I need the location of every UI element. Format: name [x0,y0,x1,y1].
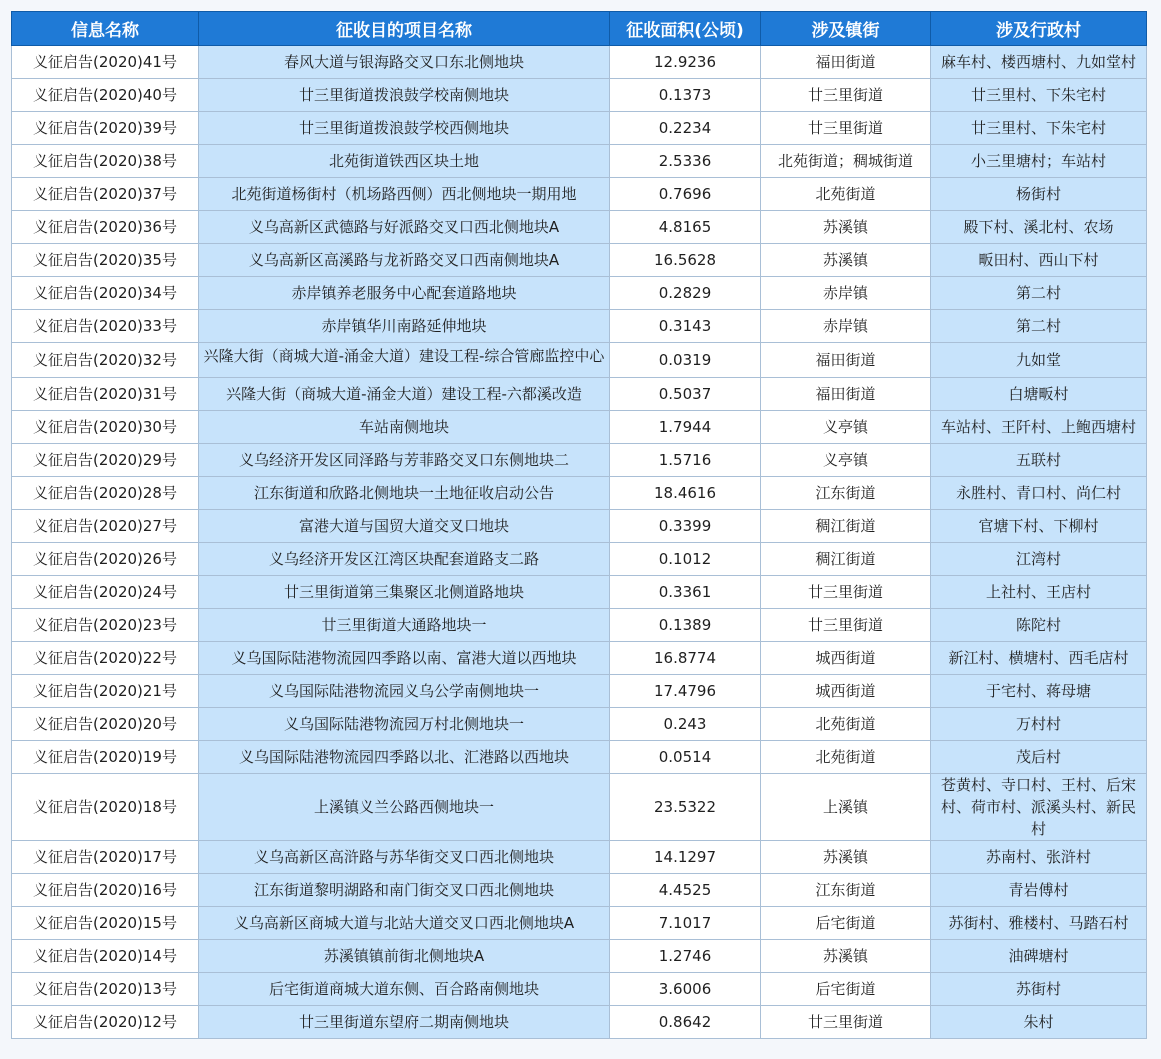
cell-project-name: 北苑街道杨街村（机场路西侧）西北侧地块一期用地 [199,178,610,211]
cell-info-name: 义征启告(2020)29号 [12,444,199,477]
cell-area: 16.8774 [610,642,761,675]
cell-project-name: 上溪镇义兰公路西侧地块一 [199,774,610,841]
cell-town: 稠江街道 [761,543,931,576]
cell-area: 14.1297 [610,841,761,874]
cell-town: 北苑街道 [761,741,931,774]
table-row [12,343,1147,378]
table-body [12,46,1147,1039]
cell-area: 16.5628 [610,244,761,277]
cell-info-name: 义征启告(2020)41号 [12,46,199,79]
cell-village: 陈陀村 [931,609,1147,642]
cell-project-name: 廿三里街道第三集聚区北侧道路地块 [199,576,610,609]
cell-project-name: 赤岸镇养老服务中心配套道路地块 [199,277,610,310]
cell-village: 青岩傅村 [931,874,1147,907]
table-row [12,178,1147,211]
cell-town: 廿三里街道 [761,1006,931,1039]
cell-project-name: 富港大道与国贸大道交叉口地块 [199,510,610,543]
cell-info-name: 义征启告(2020)19号 [12,741,199,774]
cell-town: 赤岸镇 [761,310,931,343]
cell-village: 苏南村、张浒村 [931,841,1147,874]
cell-project-name: 廿三里街道拨浪鼓学校南侧地块 [199,79,610,112]
cell-area: 4.4525 [610,874,761,907]
cell-town: 北苑街道 [761,708,931,741]
cell-info-name: 义征启告(2020)27号 [12,510,199,543]
cell-area: 0.5037 [610,378,761,411]
cell-project-name: 赤岸镇华川南路延伸地块 [199,310,610,343]
cell-project-name: 春风大道与银海路交叉口东北侧地块 [199,46,610,79]
cell-info-name: 义征启告(2020)34号 [12,277,199,310]
cell-project-name: 兴隆大街（商城大道-涌金大道）建设工程-六都溪改造 [199,378,610,411]
table-row [12,708,1147,741]
cell-project-name: 义乌国际陆港物流园四季路以北、汇港路以西地块 [199,741,610,774]
cell-village: 殿下村、溪北村、农场 [931,211,1147,244]
cell-village: 苍黄村、寺口村、王村、后宋村、荷市村、派溪头村、新民村 [931,774,1147,841]
cell-project-name: 义乌高新区高浒路与苏华街交叉口西北侧地块 [199,841,610,874]
cell-area: 0.0319 [610,343,761,378]
cell-village: 廿三里村、下朱宅村 [931,112,1147,145]
cell-info-name: 义征启告(2020)14号 [12,940,199,973]
cell-info-name: 义征启告(2020)36号 [12,211,199,244]
cell-area: 0.3361 [610,576,761,609]
cell-area: 0.7696 [610,178,761,211]
table-row [12,576,1147,609]
cell-area: 0.2234 [610,112,761,145]
cell-town: 稠江街道 [761,510,931,543]
table-row [12,378,1147,411]
cell-town: 赤岸镇 [761,277,931,310]
cell-info-name: 义征启告(2020)26号 [12,543,199,576]
cell-town: 苏溪镇 [761,940,931,973]
cell-town: 苏溪镇 [761,211,931,244]
cell-village: 苏街村、雅楼村、马踏石村 [931,907,1147,940]
cell-town: 后宅街道 [761,907,931,940]
header-town: 涉及镇街 [761,12,931,46]
cell-village: 九如堂 [931,343,1147,378]
table-row [12,79,1147,112]
cell-village: 油碑塘村 [931,940,1147,973]
cell-area: 1.2746 [610,940,761,973]
table-row [12,444,1147,477]
cell-project-name: 廿三里街道大通路地块一 [199,609,610,642]
cell-project-name: 义乌国际陆港物流园义乌公学南侧地块一 [199,675,610,708]
cell-village: 廿三里村、下朱宅村 [931,79,1147,112]
cell-info-name: 义征启告(2020)33号 [12,310,199,343]
cell-project-name: 兴隆大街（商城大道-涌金大道）建设工程-综合管廊监控中心 [199,343,610,378]
table-row [12,741,1147,774]
cell-area: 0.0514 [610,741,761,774]
cell-area: 0.8642 [610,1006,761,1039]
cell-village: 永胜村、青口村、尚仁村 [931,477,1147,510]
cell-village: 江湾村 [931,543,1147,576]
cell-area: 0.2829 [610,277,761,310]
cell-town: 廿三里街道 [761,576,931,609]
table-row [12,244,1147,277]
table-row [12,841,1147,874]
cell-area: 0.3399 [610,510,761,543]
cell-project-name: 北苑街道铁西区块土地 [199,145,610,178]
table-row [12,675,1147,708]
cell-area: 3.6006 [610,973,761,1006]
table-row [12,940,1147,973]
cell-info-name: 义征启告(2020)13号 [12,973,199,1006]
table-row [12,874,1147,907]
cell-area: 0.1389 [610,609,761,642]
cell-info-name: 义征启告(2020)37号 [12,178,199,211]
cell-village: 小三里塘村；车站村 [931,145,1147,178]
cell-area: 17.4796 [610,675,761,708]
cell-info-name: 义征启告(2020)32号 [12,343,199,378]
cell-area: 7.1017 [610,907,761,940]
cell-info-name: 义征启告(2020)22号 [12,642,199,675]
cell-area: 1.5716 [610,444,761,477]
cell-project-name: 义乌高新区武德路与好派路交叉口西北侧地块A [199,211,610,244]
table-row [12,973,1147,1006]
cell-village: 朱村 [931,1006,1147,1039]
cell-area: 23.5322 [610,774,761,841]
cell-project-name: 车站南侧地块 [199,411,610,444]
cell-project-name: 廿三里街道东望府二期南侧地块 [199,1006,610,1039]
cell-area: 1.7944 [610,411,761,444]
cell-village: 万村村 [931,708,1147,741]
cell-area: 2.5336 [610,145,761,178]
cell-town: 上溪镇 [761,774,931,841]
cell-project-name: 义乌经济开发区江湾区块配套道路支二路 [199,543,610,576]
cell-village: 五联村 [931,444,1147,477]
table-row [12,310,1147,343]
header-row [12,12,1147,46]
table-row [12,642,1147,675]
cell-town: 苏溪镇 [761,841,931,874]
cell-village: 新江村、横塘村、西毛店村 [931,642,1147,675]
table-row [12,145,1147,178]
cell-project-name: 廿三里街道拨浪鼓学校西侧地块 [199,112,610,145]
cell-area: 0.3143 [610,310,761,343]
cell-area: 12.9236 [610,46,761,79]
cell-info-name: 义征启告(2020)39号 [12,112,199,145]
cell-town: 江东街道 [761,874,931,907]
cell-project-name: 苏溪镇镇前街北侧地块A [199,940,610,973]
table-row [12,907,1147,940]
table-row [12,543,1147,576]
cell-area: 4.8165 [610,211,761,244]
cell-town: 城西街道 [761,642,931,675]
cell-area: 0.243 [610,708,761,741]
cell-info-name: 义征启告(2020)21号 [12,675,199,708]
cell-village: 第二村 [931,310,1147,343]
cell-info-name: 义征启告(2020)28号 [12,477,199,510]
cell-village: 麻车村、楼西塘村、九如堂村 [931,46,1147,79]
cell-project-name: 义乌国际陆港物流园万村北侧地块一 [199,708,610,741]
cell-village: 官塘下村、下柳村 [931,510,1147,543]
cell-area: 18.4616 [610,477,761,510]
cell-village: 茂后村 [931,741,1147,774]
table-row [12,510,1147,543]
cell-village: 车站村、王阡村、上鲍西塘村 [931,411,1147,444]
cell-town: 义亭镇 [761,411,931,444]
cell-info-name: 义征启告(2020)16号 [12,874,199,907]
table-row [12,411,1147,444]
cell-town: 北苑街道；稠城街道 [761,145,931,178]
cell-town: 北苑街道 [761,178,931,211]
cell-project-name: 义乌经济开发区同泽路与芳菲路交叉口东侧地块二 [199,444,610,477]
table-row [12,277,1147,310]
cell-area: 0.1373 [610,79,761,112]
cell-info-name: 义征启告(2020)35号 [12,244,199,277]
cell-info-name: 义征启告(2020)24号 [12,576,199,609]
cell-town: 苏溪镇 [761,244,931,277]
expropriation-table [11,11,1147,1039]
cell-project-name: 义乌高新区商城大道与北站大道交叉口西北侧地块A [199,907,610,940]
cell-town: 福田街道 [761,343,931,378]
cell-info-name: 义征启告(2020)12号 [12,1006,199,1039]
cell-town: 廿三里街道 [761,112,931,145]
header-area: 征收面积(公顷) [610,12,761,46]
table-row [12,211,1147,244]
cell-info-name: 义征启告(2020)23号 [12,609,199,642]
cell-project-name: 义乌高新区高溪路与龙祈路交叉口西南侧地块A [199,244,610,277]
cell-info-name: 义征启告(2020)17号 [12,841,199,874]
cell-town: 义亭镇 [761,444,931,477]
cell-town: 城西街道 [761,675,931,708]
table-row [12,1006,1147,1039]
cell-project-name: 义乌国际陆港物流园四季路以南、富港大道以西地块 [199,642,610,675]
table-header [12,12,1147,46]
cell-info-name: 义征启告(2020)15号 [12,907,199,940]
cell-village: 上社村、王店村 [931,576,1147,609]
cell-info-name: 义征启告(2020)31号 [12,378,199,411]
cell-info-name: 义征启告(2020)30号 [12,411,199,444]
cell-project-name: 江东街道黎明湖路和南门街交叉口西北侧地块 [199,874,610,907]
cell-village: 第二村 [931,277,1147,310]
table-row [12,46,1147,79]
cell-village: 于宅村、蒋母塘 [931,675,1147,708]
cell-town: 廿三里街道 [761,79,931,112]
cell-village: 杨街村 [931,178,1147,211]
cell-project-name: 后宅街道商城大道东侧、百合路南侧地块 [199,973,610,1006]
header-village: 涉及行政村 [931,12,1147,46]
cell-area: 0.1012 [610,543,761,576]
table-row [12,477,1147,510]
cell-info-name: 义征启告(2020)38号 [12,145,199,178]
cell-info-name: 义征启告(2020)20号 [12,708,199,741]
cell-project-name: 江东街道和欣路北侧地块一土地征收启动公告 [199,477,610,510]
cell-town: 福田街道 [761,378,931,411]
header-info-name: 信息名称 [12,12,199,46]
header-project-name: 征收目的项目名称 [199,12,610,46]
cell-village: 白塘畈村 [931,378,1147,411]
cell-village: 苏街村 [931,973,1147,1006]
cell-village: 畈田村、西山下村 [931,244,1147,277]
cell-info-name: 义征启告(2020)18号 [12,774,199,841]
table-row [12,609,1147,642]
table-row [12,112,1147,145]
cell-info-name: 义征启告(2020)40号 [12,79,199,112]
table-row [12,774,1147,841]
cell-town: 江东街道 [761,477,931,510]
cell-town: 福田街道 [761,46,931,79]
cell-town: 廿三里街道 [761,609,931,642]
cell-town: 后宅街道 [761,973,931,1006]
